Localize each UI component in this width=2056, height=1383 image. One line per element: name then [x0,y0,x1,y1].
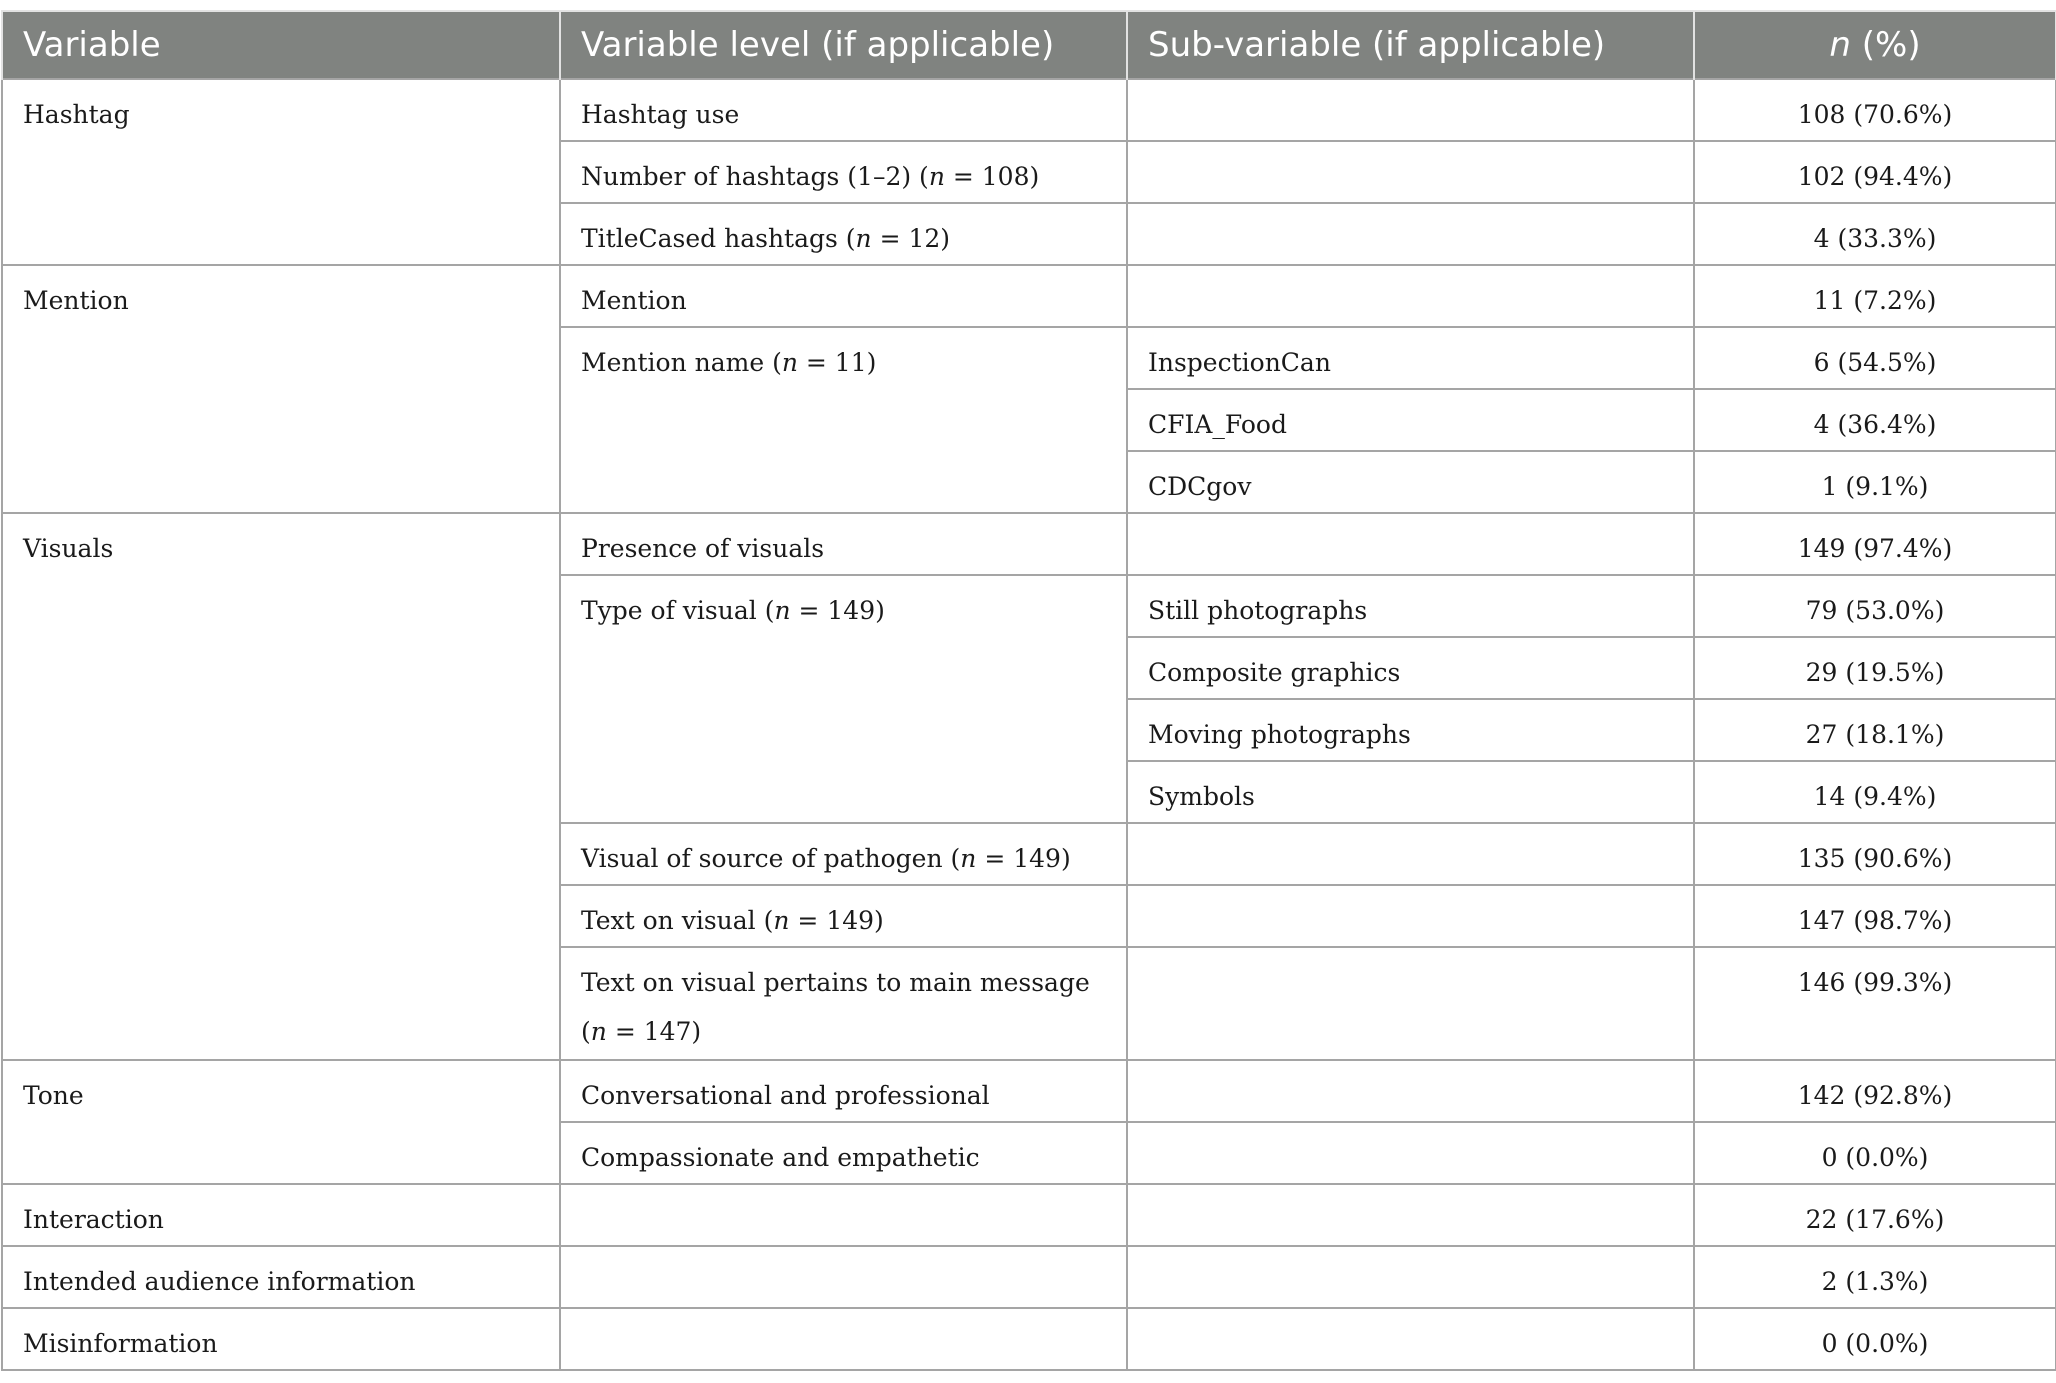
sub-cell [1127,947,1694,1060]
variable-cell: Visuals [2,513,560,1060]
variable-cell: Interaction [2,1184,560,1246]
level-cell: Text on visual (n = 149) [560,885,1127,947]
variable-cell: Tone [2,1060,560,1184]
header-sub-variable: Sub-variable (if applicable) [1127,11,1694,79]
value-cell: 149 (97.4%) [1694,513,2056,575]
level-cell: Hashtag use [560,79,1127,141]
level-cell: Visual of source of pathogen (n = 149) [560,823,1127,885]
value-cell: 0 (0.0%) [1694,1308,2056,1370]
sub-cell: Symbols [1127,761,1694,823]
value-cell: 29 (19.5%) [1694,637,2056,699]
value-cell: 102 (94.4%) [1694,141,2056,203]
value-cell: 14 (9.4%) [1694,761,2056,823]
header-variable: Variable [2,11,560,79]
header-percent: (%) [1850,25,1921,65]
sub-cell [1127,823,1694,885]
level-cell: TitleCased hashtags (n = 12) [560,203,1127,265]
value-cell: 1 (9.1%) [1694,451,2056,513]
level-cell: Presence of visuals [560,513,1127,575]
table-row [2,1184,2056,1246]
sub-cell [1127,1308,1694,1370]
header-n-percent [1694,11,2056,79]
sub-cell [1127,1060,1694,1122]
sub-cell: Moving photographs [1127,699,1694,761]
level-cell [560,1184,1127,1246]
sub-cell [1127,265,1694,327]
level-cell: Text on visual pertains to main message (n = 147) [560,947,1127,1060]
value-cell: 135 (90.6%) [1694,823,2056,885]
value-cell: 147 (98.7%) [1694,885,2056,947]
table-row [2,79,2056,141]
variable-cell: Misinformation [2,1308,560,1370]
value-cell: 27 (18.1%) [1694,699,2056,761]
table-row [2,1246,2056,1308]
value-cell: 79 (53.0%) [1694,575,2056,637]
level-cell: Mention [560,265,1127,327]
level-cell: Conversational and professional [560,1060,1127,1122]
value-cell: 0 (0.0%) [1694,1122,2056,1184]
sub-cell [1127,79,1694,141]
level-cell: Compassionate and empathetic [560,1122,1127,1184]
value-cell: 22 (17.6%) [1694,1184,2056,1246]
sub-cell [1127,885,1694,947]
results-table [1,10,2056,1371]
sub-cell: CFIA_Food [1127,389,1694,451]
sub-cell [1127,1122,1694,1184]
header-row [2,11,2056,79]
table-row [2,1308,2056,1370]
value-cell: 6 (54.5%) [1694,327,2056,389]
sub-cell [1127,141,1694,203]
table-row [2,265,2056,327]
sub-cell [1127,513,1694,575]
header-n: n [1829,25,1851,65]
sub-cell: Composite graphics [1127,637,1694,699]
value-cell: 11 (7.2%) [1694,265,2056,327]
value-cell: 146 (99.3%) [1694,947,2056,1060]
variable-cell: Hashtag [2,79,560,265]
value-cell: 2 (1.3%) [1694,1246,2056,1308]
sub-cell [1127,203,1694,265]
sub-cell [1127,1246,1694,1308]
variable-cell: Intended audience information [2,1246,560,1308]
level-cell: Number of hashtags (1–2) (n = 108) [560,141,1127,203]
variable-cell: Mention [2,265,560,513]
value-cell: 108 (70.6%) [1694,79,2056,141]
level-cell [560,1246,1127,1308]
sub-cell: CDCgov [1127,451,1694,513]
sub-cell: InspectionCan [1127,327,1694,389]
sub-cell [1127,1184,1694,1246]
sub-cell: Still photographs [1127,575,1694,637]
level-cell: Mention name (n = 11) [560,327,1127,513]
value-cell: 142 (92.8%) [1694,1060,2056,1122]
level-cell: Type of visual (n = 149) [560,575,1127,823]
value-cell: 4 (36.4%) [1694,389,2056,451]
value-cell: 4 (33.3%) [1694,203,2056,265]
table-row [2,1060,2056,1122]
header-variable-level: Variable level (if applicable) [560,11,1127,79]
level-cell [560,1308,1127,1370]
table-row [2,513,2056,575]
